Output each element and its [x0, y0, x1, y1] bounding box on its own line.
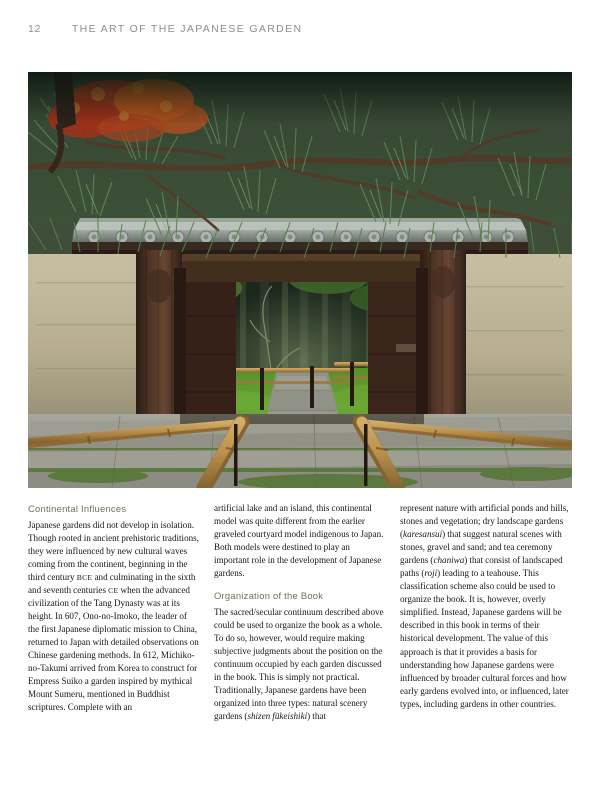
paragraph: Japanese gardens did not develop in isolation. Though rooted in ancient prehistoric traditions, they were influenced by new cultural waves coming from the continent, beginning in the third century BCE and culminating in the sixth and seventh centuries CE when the advanced civilization of the Tang Dynasty was at its height. In 607, Ono-no-Imoko, the leader of the first Japanese diplomatic mission to China, returned to Japan with detailed observations on Chinese gardening methods. In 612, Michiko-no-Takumi arrived from Korea to construct for Empress Suiko a garden inspired by mythical Mount Sumeru, mentioned in Buddhist scriptures. Complete with an [28, 519, 199, 713]
text-column-1 [28, 502, 200, 772]
section-heading-continental-influences: Continental Influences [28, 503, 127, 514]
text-column-3 [400, 502, 572, 772]
body-text-columns [28, 502, 572, 772]
text-column-2 [214, 502, 386, 772]
paragraph: The sacred/secular continuum described above could be used to organize the book as a whole. To do so, however, would require making subjective judgments about the position on the continuum occupied by each garden discussed in the book. This is simply not practical. Traditionally, Japanese gardens have been organized into three types: natural scenery gardens (shizen fūkeishiki) that [214, 606, 384, 722]
paragraph: represent nature with artificial ponds and hills, stones and vegetation; dry landscape gardens (karesansui) that suggest natural scenes with stones, gravel and sand; and tea ceremony gardens (chaniwa) that consist of landscaped paths (roji) leading to a teahouse. This classification scheme also could be used to organize the book. It is, however, overly simplified. Instead, Japanese gardens will be described in this book in terms of their historical development. The value of this approach is that it provides a basis for understanding how Japanese gardens were influenced by broader cultural forces and how early gardens evolved into, or influenced, later types, including gardens in other countries. [400, 503, 569, 709]
page-folio: 12 [28, 23, 41, 35]
section-heading-organization-of-the-book: Organization of the Book [214, 590, 324, 602]
photo-artwork [28, 72, 572, 488]
garden-gate-photograph [28, 72, 572, 488]
running-head-title: THE ART OF THE JAPANESE GARDEN [71, 23, 303, 35]
running-head [28, 18, 572, 40]
paragraph: artificial lake and an island, this continental model was quite different from the earlier graveled courtyard model indigenous to Japan. Both models were destined to play an important role in the development of Japanese gardens. [214, 503, 384, 579]
